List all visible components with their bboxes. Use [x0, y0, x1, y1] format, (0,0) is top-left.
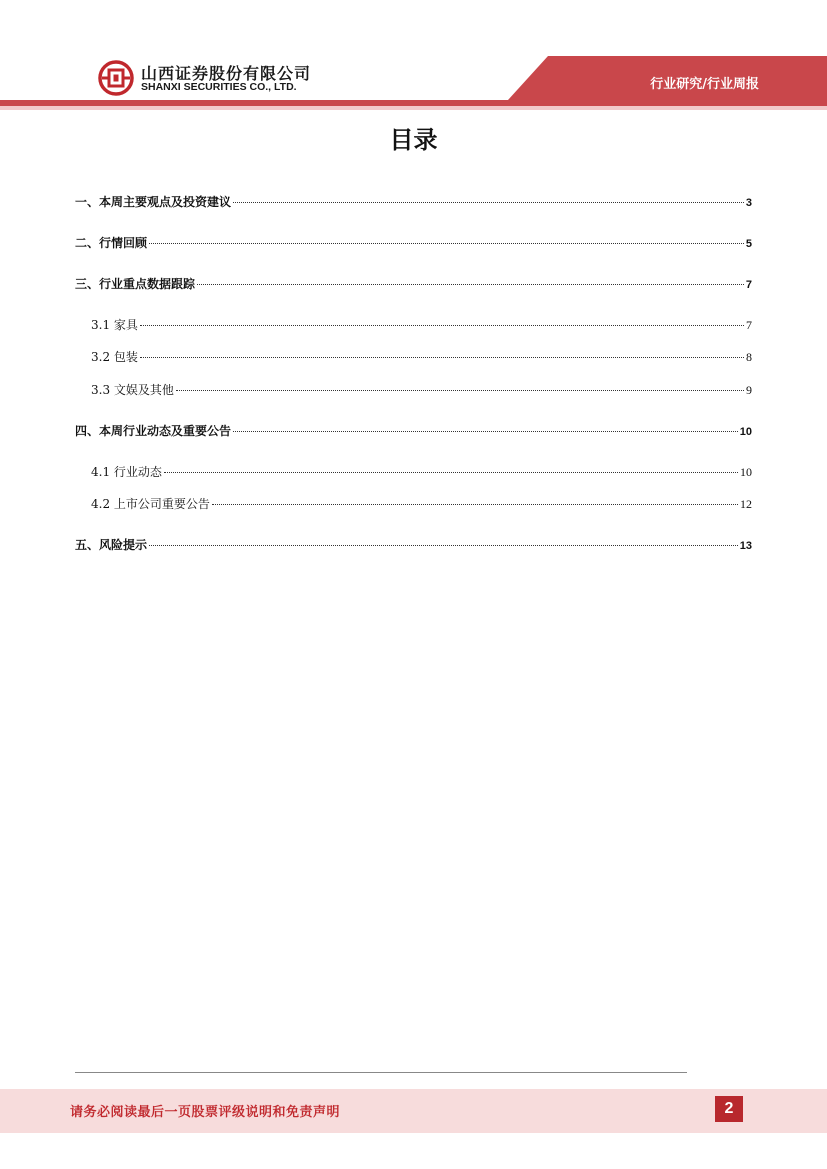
- toc-leader-dots: [149, 243, 744, 244]
- toc-leader-dots: [164, 472, 738, 473]
- toc-subentry[interactable]: [91, 495, 752, 512]
- toc-entry-label: 四、本周行业动态及重要公告: [75, 424, 232, 438]
- toc-entry[interactable]: [75, 275, 752, 292]
- toc-entry-label: 五、风险提示: [75, 538, 148, 552]
- toc-subentry[interactable]: [91, 381, 752, 398]
- toc-subentry[interactable]: [91, 348, 752, 365]
- toc-entry-page: 7: [746, 318, 752, 332]
- toc-entry-page: 10: [739, 426, 752, 438]
- toc-entry-label: 二、行情回顾: [75, 236, 148, 250]
- toc-leader-dots: [212, 504, 738, 505]
- toc-entry-page: 8: [746, 350, 752, 364]
- shanxi-securities-logo-icon: [98, 60, 134, 96]
- toc-entry-label: 4.1 行业动态: [91, 465, 162, 479]
- toc-leader-dots: [140, 357, 744, 358]
- toc-entry[interactable]: [75, 536, 752, 553]
- toc-leader-dots: [197, 284, 744, 285]
- toc-entry[interactable]: [75, 193, 752, 210]
- toc-leader-dots: [233, 431, 738, 432]
- toc-leader-dots: [233, 202, 744, 203]
- toc-entry-page: 10: [740, 465, 752, 479]
- page-number-badge: 2: [715, 1096, 743, 1122]
- toc-subentry[interactable]: [91, 463, 752, 480]
- toc-subentry[interactable]: [91, 316, 752, 333]
- toc-entry-label: 4.2 上市公司重要公告: [91, 497, 210, 511]
- report-type-label: 行业研究/行业周报: [650, 77, 759, 92]
- toc-entry-page: 5: [745, 238, 752, 250]
- toc-entry[interactable]: [75, 234, 752, 251]
- toc-entry-label: 3.1 家具: [91, 318, 138, 332]
- page-title: 目录: [389, 126, 438, 154]
- toc-entry-label: 3.3 文娱及其他: [91, 383, 174, 397]
- toc-leader-dots: [176, 390, 744, 391]
- toc-entry-page: 12: [740, 497, 752, 511]
- company-name-en: SHANXI SECURITIES CO., LTD.: [141, 81, 297, 93]
- toc-entry-page: 9: [746, 383, 752, 397]
- toc-entry-page: 13: [739, 540, 752, 552]
- toc-leader-dots: [140, 325, 744, 326]
- toc-entry[interactable]: [75, 422, 752, 439]
- toc-entry-page: 7: [745, 279, 752, 291]
- footer-divider: [75, 1072, 687, 1073]
- toc-entry-label: 三、行业重点数据跟踪: [75, 277, 196, 291]
- footer-disclaimer: 请务必阅读最后一页股票评级说明和免责声明: [70, 1105, 341, 1120]
- toc-leader-dots: [149, 545, 738, 546]
- company-name-cn: 山西证券股份有限公司: [141, 64, 312, 83]
- toc-entry-label: 3.2 包装: [91, 350, 138, 364]
- toc-entry-page: 3: [745, 197, 752, 209]
- page-header: [0, 0, 827, 110]
- toc-entry-label: 一、本周主要观点及投资建议: [75, 195, 232, 209]
